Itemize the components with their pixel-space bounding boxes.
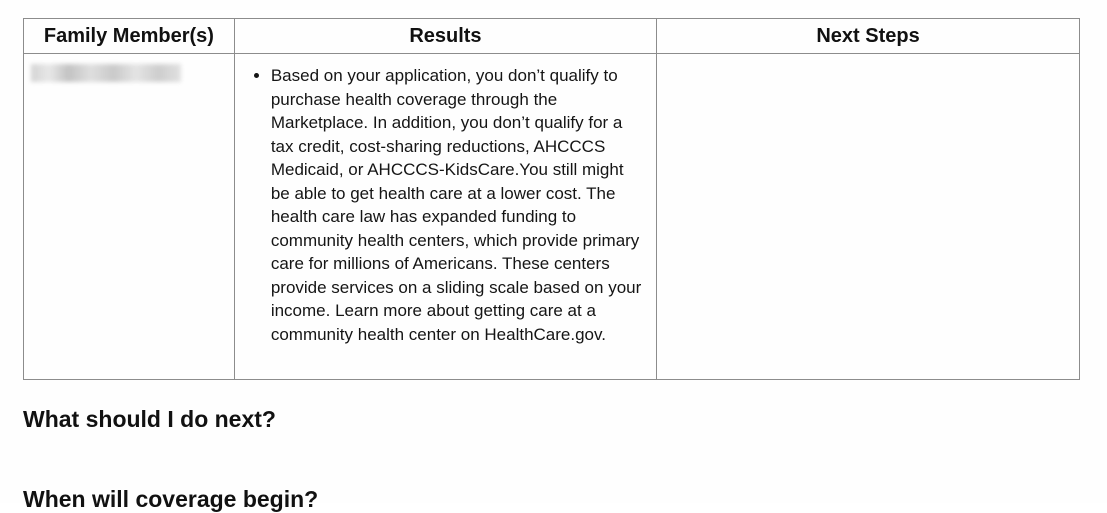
results-cell — [234, 54, 656, 380]
heading-when-coverage: When will coverage begin? — [23, 486, 319, 512]
header-results: Results — [234, 19, 656, 54]
eligibility-results-table — [23, 18, 1080, 380]
header-next-steps: Next Steps — [657, 19, 1080, 54]
heading-what-next: What should I do next? — [23, 406, 276, 432]
table-row — [24, 54, 1080, 380]
redacted-name — [31, 64, 181, 82]
table-header-row — [24, 19, 1080, 54]
next-steps-cell — [657, 54, 1080, 380]
list-item: • Based on your application, you don’t qualify to purchase health coverage through the Marketplace. In addition, you don’t qualify for a tax credit, cost-sharing reductions, AHCCCS Medicaid, or AHCCCS-KidsCare.You still might be able to get health care at a lower cost. The health care law has expanded funding to community health centers, which provide primary care for millions of Americans. These centers provide services on a sliding scale based on your income. Learn more about getting care at a community health center on HealthCare.gov. — [271, 64, 656, 346]
results-list — [235, 64, 656, 346]
header-family-members: Family Member(s) — [24, 19, 235, 54]
family-member-cell — [24, 54, 235, 380]
